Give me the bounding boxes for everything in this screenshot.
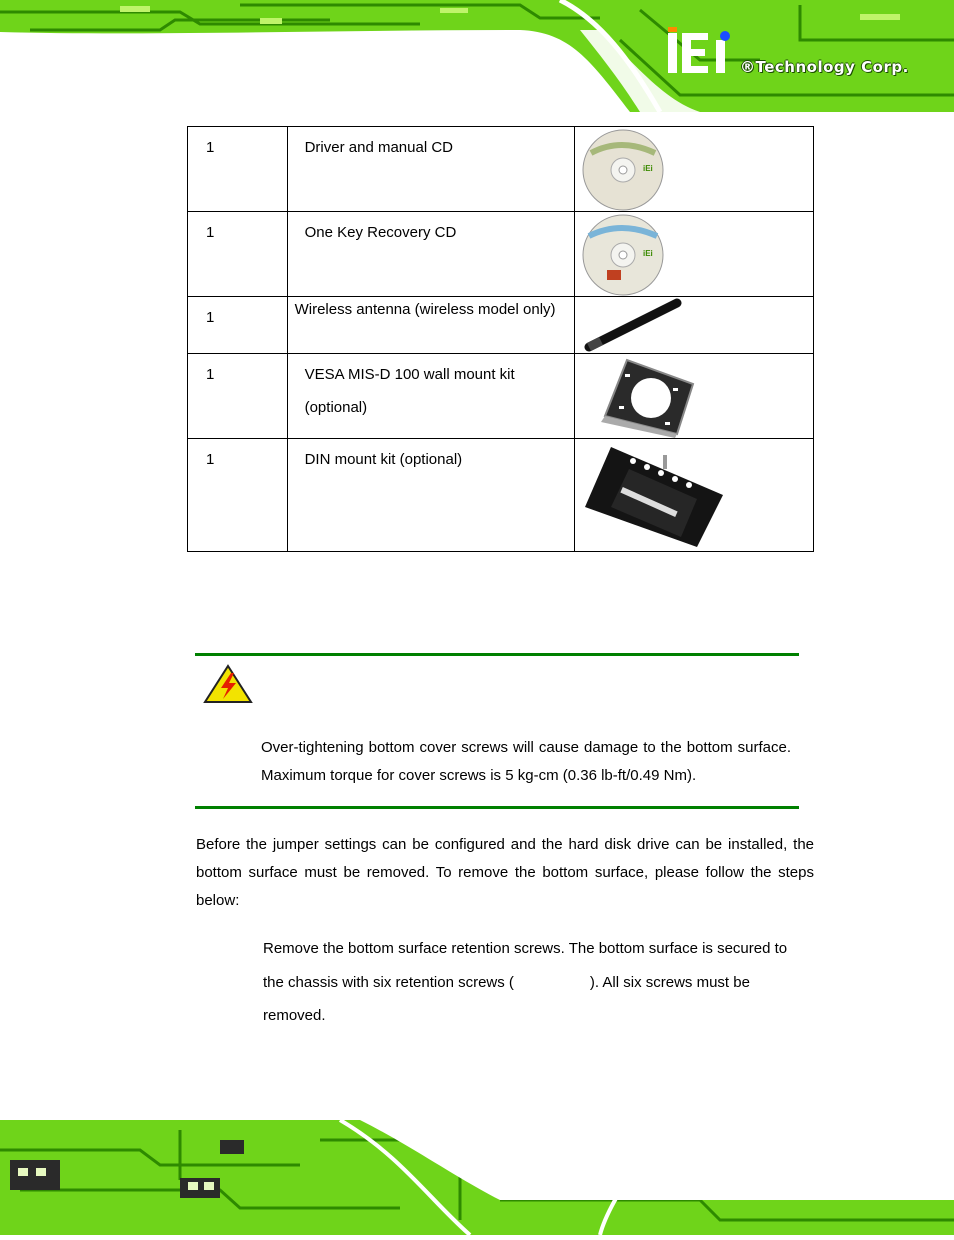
recovery-cd-image <box>581 214 671 296</box>
image-cell <box>575 212 814 297</box>
package-contents-table <box>187 126 814 552</box>
table-row <box>188 127 814 212</box>
svg-text:iEi: iEi <box>643 164 654 173</box>
intro-paragraph: Before the jumper settings can be configured and the hard disk drive can be installed, the bottom surface must be removed. To remove the bottom surface, please follow the steps below: <box>196 836 814 909</box>
desc-cell: One Key Recovery CD <box>287 212 575 297</box>
table-row <box>188 297 814 354</box>
image-cell <box>575 439 814 552</box>
din-kit-image <box>581 441 731 551</box>
desc-cell: DIN mount kit (optional) <box>287 439 575 552</box>
circuit-board-header-graphic <box>0 0 954 112</box>
table-row <box>188 212 814 297</box>
image-cell <box>575 354 814 439</box>
qty-cell: 1 <box>188 297 288 354</box>
vesa-kit-image <box>595 356 715 438</box>
table-row <box>188 439 814 552</box>
desc-cell: Driver and manual CD <box>287 127 575 212</box>
page-header <box>0 0 954 112</box>
desc-cell: Wireless antenna (wireless model only) <box>287 297 575 354</box>
warning-triangle-icon <box>203 664 253 704</box>
step-line: Remove the bottom surface retention screws. The bottom surface is secured to <box>263 940 788 957</box>
desc-cell: VESA MIS-D 100 wall mount kit (optional) <box>287 354 575 439</box>
qty-cell: 1 <box>188 439 288 552</box>
image-cell <box>575 127 814 212</box>
image-cell <box>575 297 814 354</box>
step-line: the chassis with six retention screws ( ). All six screws must be <box>263 974 750 991</box>
table-row <box>188 354 814 439</box>
page-footer <box>0 1120 954 1235</box>
warning-bottom-rule <box>195 806 799 809</box>
brand-name: ®Technology Corp. <box>740 58 909 76</box>
step-line: removed. <box>263 1007 326 1024</box>
qty-cell: 1 <box>188 127 288 212</box>
qty-cell: 1 <box>188 212 288 297</box>
warning-text: Over-tightening bottom cover screws will cause damage to the bottom surface. Maximum torque for cover screws is 5 kg-cm (0.36 lb-ft/0.49 Nm). <box>261 739 791 784</box>
warning-top-rule <box>195 653 799 656</box>
svg-text:iEi: iEi <box>643 249 654 258</box>
qty-cell: 1 <box>188 354 288 439</box>
antenna-image <box>581 297 691 353</box>
driver-cd-image <box>581 129 671 211</box>
circuit-board-footer-graphic <box>0 1120 954 1235</box>
